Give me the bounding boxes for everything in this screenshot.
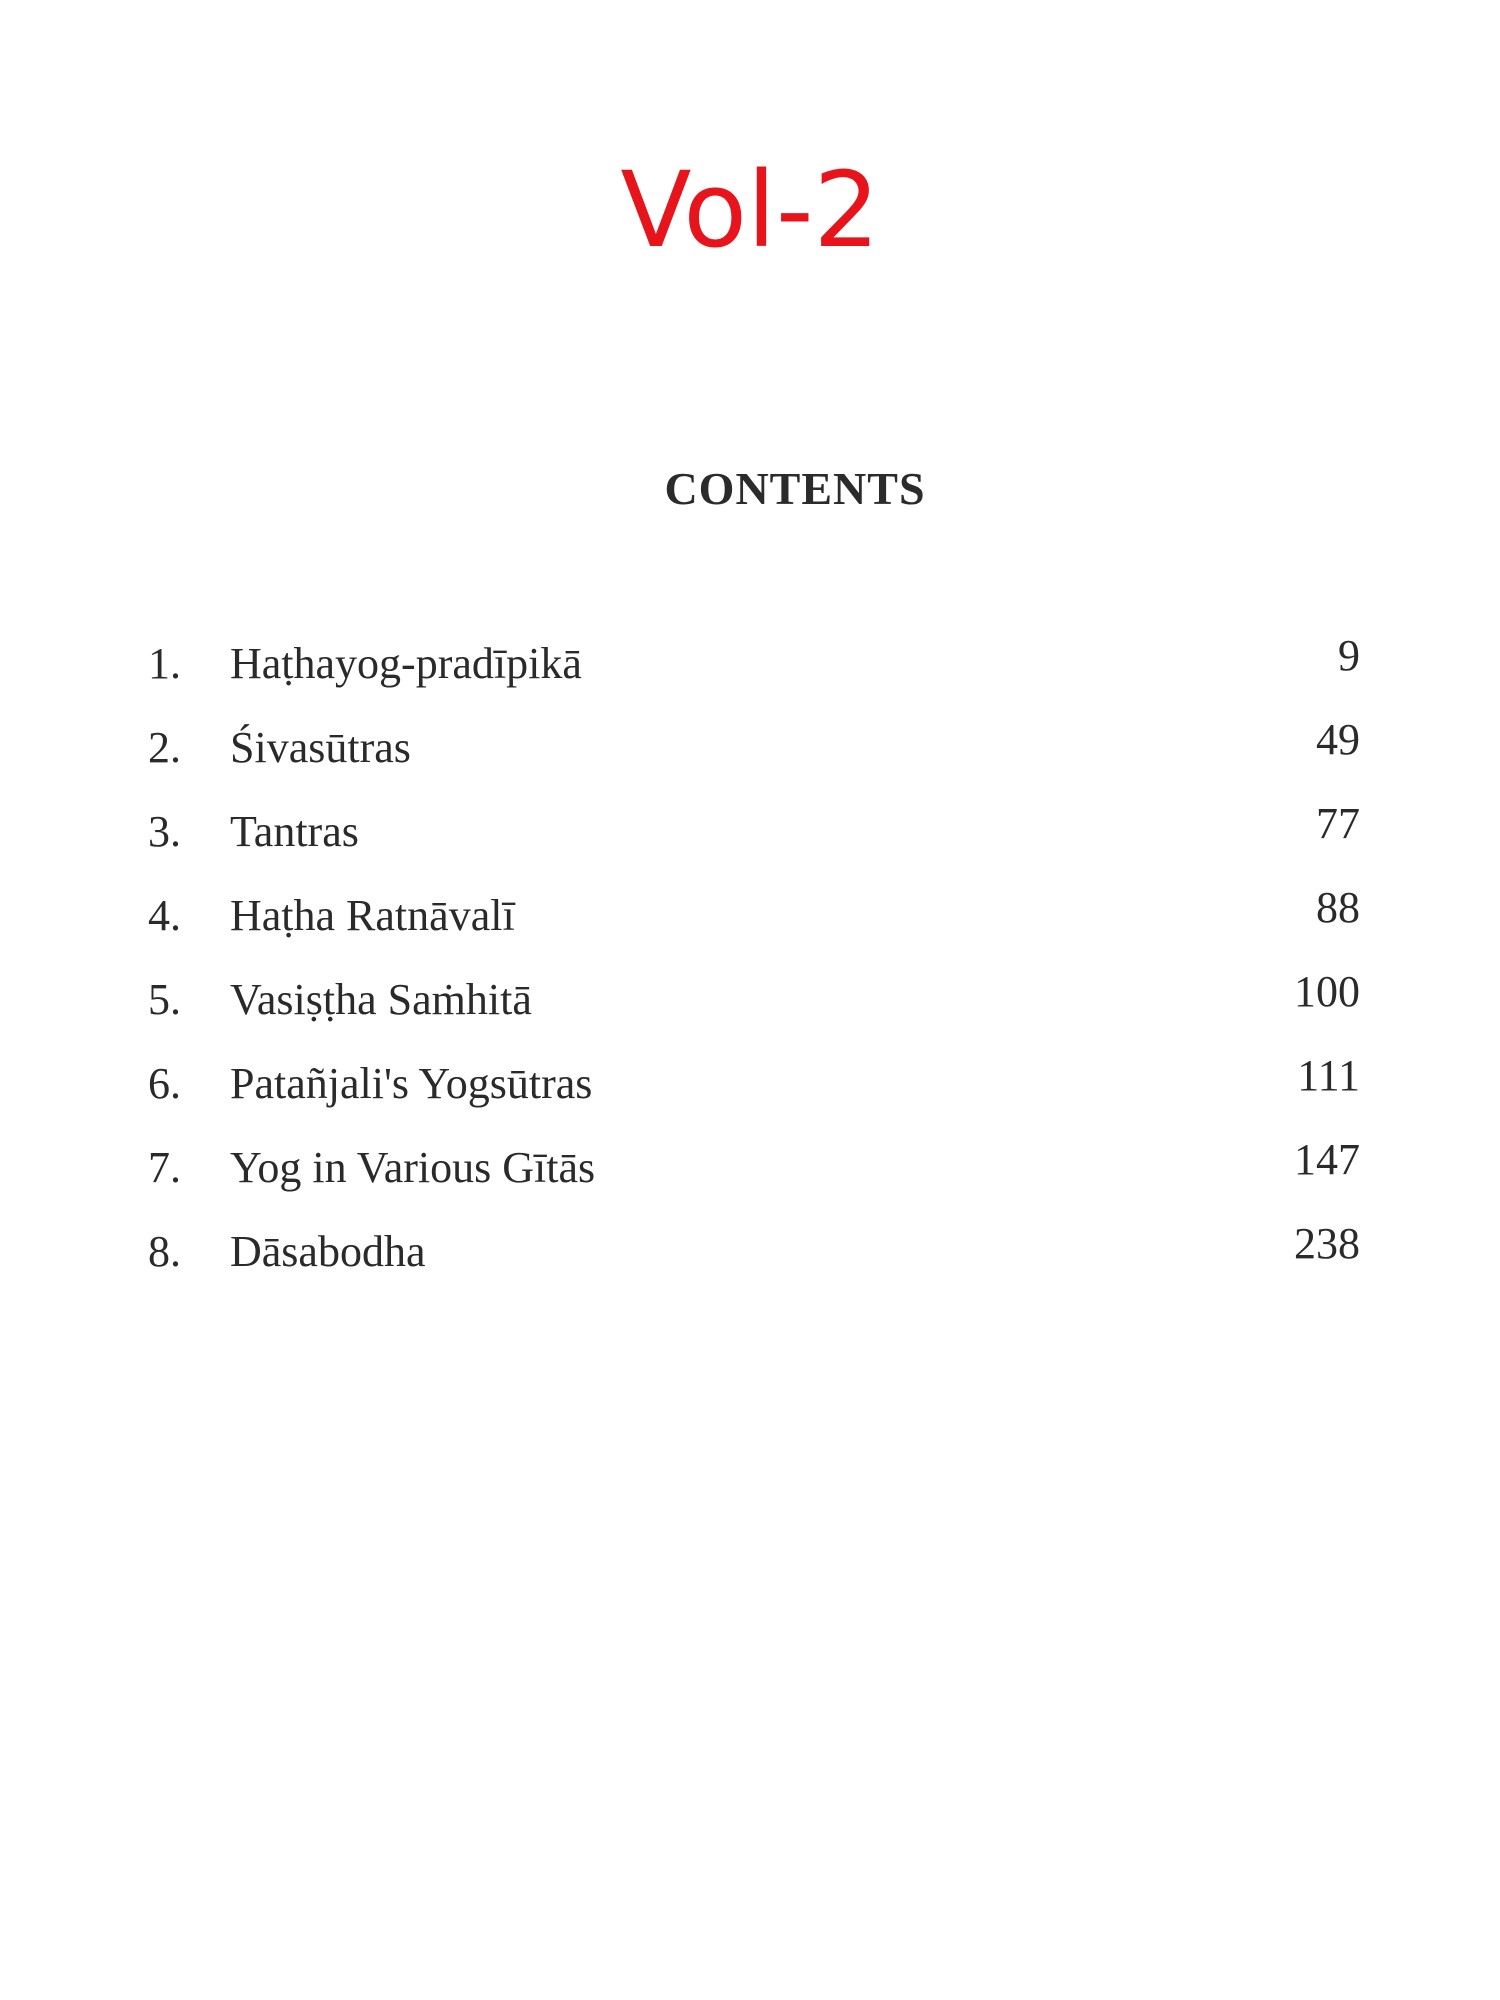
toc-entry-8 [0, 1219, 1500, 1282]
entry-page-number: 88 [1316, 883, 1360, 932]
entry-number: 2. [148, 723, 181, 772]
entry-number: 5. [148, 975, 181, 1024]
entry-title: Patañjali's Yogsūtras [230, 1059, 593, 1108]
entry-page-number: 49 [1316, 715, 1360, 764]
entry-title: Haṭha Ratnāvalī [230, 891, 515, 940]
toc-entry-6 [0, 1051, 1500, 1114]
toc-entry-4 [0, 883, 1500, 946]
entry-number: 6. [148, 1059, 181, 1108]
entry-title: Dāsabodha [230, 1227, 426, 1276]
entry-page-number: 9 [1338, 631, 1360, 680]
entry-page-number: 238 [1294, 1219, 1360, 1268]
entry-number: 8. [148, 1227, 181, 1276]
entry-title: Vasiṣṭha Saṁhitā [230, 975, 532, 1024]
entry-number: 4. [148, 891, 181, 940]
contents-heading: CONTENTS [664, 463, 926, 514]
toc-entry-5 [0, 967, 1500, 1030]
entry-page-number: 77 [1316, 799, 1360, 848]
entry-number: 7. [148, 1143, 181, 1192]
entry-page-number: 147 [1294, 1135, 1360, 1184]
toc-entry-2 [0, 715, 1500, 778]
entry-number: 3. [148, 807, 181, 856]
toc-entry-3 [0, 799, 1500, 862]
entry-number: 1. [148, 639, 181, 688]
toc-entry-7 [0, 1135, 1500, 1198]
entry-page-number: 100 [1294, 967, 1360, 1016]
entry-page-number: 111 [1297, 1051, 1360, 1100]
volume-label: Vol-2 [620, 149, 880, 271]
entry-title: Śivasūtras [230, 723, 411, 772]
toc-entry-1 [0, 631, 1500, 694]
entry-title: Tantras [230, 807, 359, 856]
entry-title: Yog in Various Gītās [230, 1143, 596, 1192]
entry-title: Haṭhayog-pradīpikā [230, 639, 582, 688]
